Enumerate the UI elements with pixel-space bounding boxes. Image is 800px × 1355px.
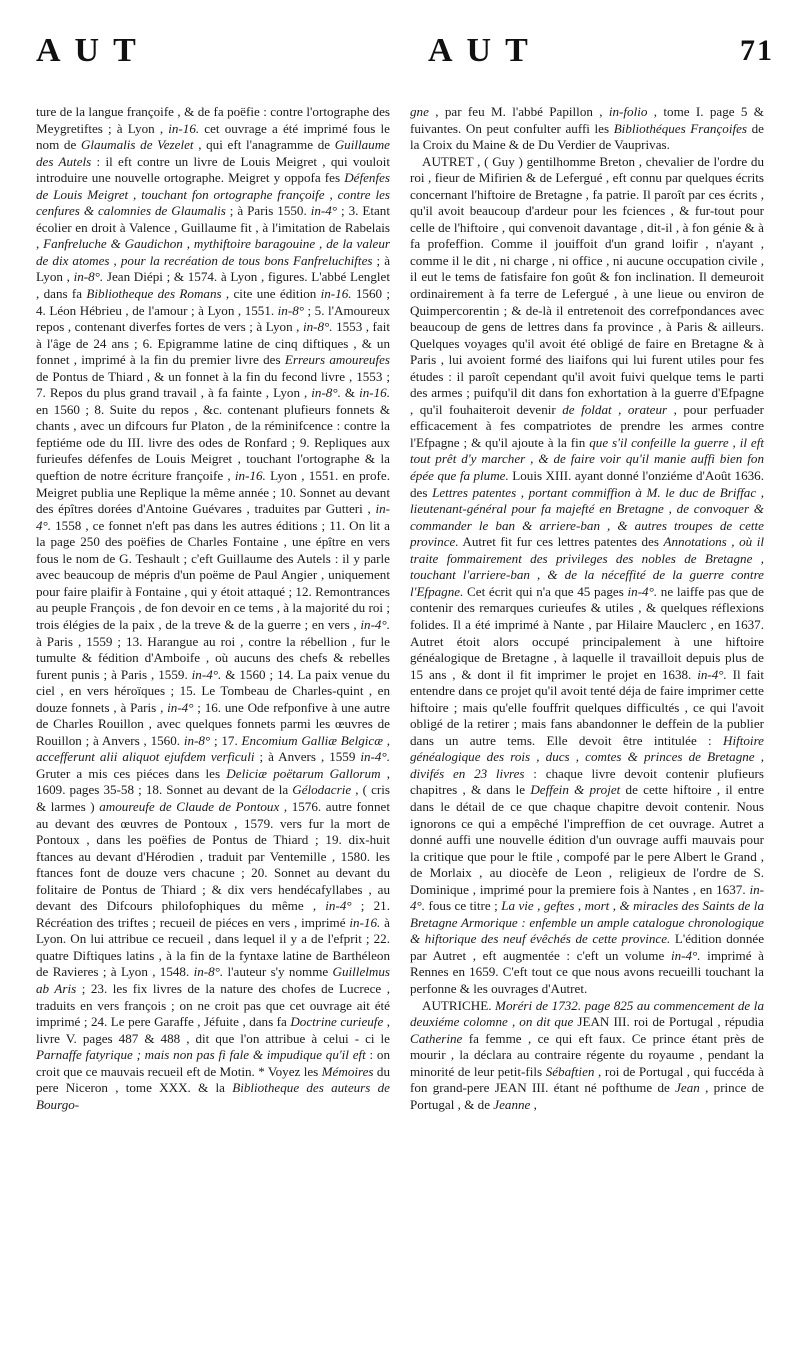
italic-run: in-4°. <box>670 947 701 963</box>
text-run: Gruter a mis ces piéces dans les <box>36 765 227 781</box>
text-run: de cette hiftoire , il entre dans le détail de ce que chaque chapitre devoit contenir. Nous ignorons ce qui a empêché l'impreffion de cet ouvrage. Autret a donné auffi une nouvelle édition d'un ouvrage auffi mauvais pour la critique que pour le ftile , compofé par le pere Albert le Grand , de Morlaix , au diocèfe de Leon , religieux de l'ordre de S. Dominique , imprimé pour la premiere fois à Nantes , en 1637. <box>410 782 765 897</box>
text-run: L'édition donnée par Autret , eft augmentée : c'eft un volume <box>410 931 764 963</box>
text-run: ture de la langue françoife , & de fa poëfie : contre l'ortographe des Meygretiftes ; à Lyon , <box>36 104 390 136</box>
text-run: : on croit que ce mauvais recueil eft de Motin. * Voyez les <box>36 1047 390 1079</box>
italic-run: Lettres patentes , portant commiffion à M. le duc de Briffac , lieutenant-général pour fa majefté en Bretagne , de convoquer & commander le ban & arriere-ban , & autres troupes de cette province. <box>410 484 765 550</box>
text-run: 1553 , fait à l'âge de 24 ans ; 6. Epigramme latine de cinq diftiques , & un fonnet , imprimé à la fin du premier livre des <box>36 319 391 368</box>
text-run: imprimé à Rennes en 1659. C'eft tout ce que nous avons recueilli touchant la perfonne & les ouvrages d'Autret. <box>410 947 764 996</box>
text-run: , 1609. pages 35-58 ; 18. Sonnet au devant de la <box>36 765 391 798</box>
italic-run: in-8°. <box>311 385 341 401</box>
running-head-left: AUT <box>36 32 150 69</box>
italic-run: que s'il confeille la guerre , il eft tout prêt d'y marcher , & de faire voir qu'il manie auffi bien fon épée que fa plume. <box>410 434 764 484</box>
italic-run: in-16. <box>349 914 381 930</box>
text-run: , roi de Portugal , qui fuccéda à fon grand-pere JEAN III. étant né pofthume de <box>410 1063 764 1096</box>
text-run: ; à Anvers , 1559 <box>254 749 361 765</box>
entry-autret <box>410 154 764 998</box>
italic-run: in-4°. <box>191 666 222 682</box>
italic-run: Erreurs amoureufes <box>284 352 390 368</box>
italic-run: Parnaffe fatyrique ; mais non pas fi fale & impudique qu'il eft <box>36 1047 366 1063</box>
text-run: ; 23. les fix livres de la nature des chofes de Lucrece , traduits en vers françois ; on ne croit pas que cet ouvrage ait été imprimé ; 24. Le pere Garaffe , Jéfuite , dans fa <box>36 980 390 1030</box>
text-run: , pour perfuader efficacement à fes compatriotes de prendre les armes contre l'Efpagne ; & qu'il ajoute à la fin <box>410 401 764 450</box>
italic-run: Annotations , où il traite fommairement des privileges des nobles de Bretagne , touchant l'arriere-ban , & de la néceffité de la guerre contre l'Efpagne. <box>410 534 764 599</box>
italic-run: La vie , geftes , mort , & miracles des Saints de la Bretagne Armorique : enfemble un ample catalogue chronologique & hiftorique des neuf évêchés de cette province. <box>410 898 764 947</box>
entry-autels-continued <box>36 104 390 1113</box>
italic-run: Jeanne <box>493 1096 531 1112</box>
text-run: & 1560 ; 14. La paix venue du ciel , en vers héroïques ; 15. Le Tombeau de Charles-quint , en douze fonnets , à Paris , <box>36 666 390 715</box>
italic-run: in-16. <box>234 468 266 484</box>
italic-run: de foldat , orateur <box>562 401 668 417</box>
italic-run: Doctrine curieufe <box>290 1014 384 1030</box>
text-run: en 1560 ; 8. Suite du repos , &c. contenant plufieurs fonnets & chants , avec un difcours fur Platon , de la réminifcence : contre la feptiéme ode du III. livre des odes de Ronfard ; 9. Repliques aux furieufes défenfes de Louis Meigret , touchant l'ortographe & la queftion de notre écriture françoife , <box>36 401 390 484</box>
text-run: ne laiffe pas que de contenir des remarques curieufes & utiles , & quelques réflexions folides. Il a été imprimé à Nante , par Hilaire Mauclerc , en 1637. Autret étoit alors occupé principalement à une hiftoire généalogique de Bretagne , à laquelle il travailloit depuis plus de 15 ans , & dont il fit imprimer le projet en 1638. <box>410 583 764 682</box>
italic-run: Catherine <box>410 1030 463 1046</box>
italic-run: Fanfreluche & Gaudichon , mythiftoire baragouine , de la valeur de dix atomes , pour la recréation de tous bons Fanfreluchiftes <box>36 236 390 268</box>
text-run: Il fait entendre dans ce projet qu'il avoit tenté déja de faire imprimer cette hiftoire ; mais qu'elle fouffrit quelques difficultés , ce qui l'avoit obligé de la retirer ; mais fans abandonner le deffein de la publier dans un autre tems. Elle devoit être intitulée : <box>410 666 765 748</box>
italic-run: in-8° <box>183 732 211 748</box>
italic-run: amoureufe de Claude de Pontoux <box>99 798 280 814</box>
text-run: AUTRICHE. <box>422 997 496 1013</box>
italic-run: in-4° <box>310 203 338 219</box>
text-run: ; 17. <box>210 732 242 748</box>
text-run: ; 21. Récréation des triftes ; recueil de piéces en vers , imprimé <box>36 898 390 930</box>
text-run: ; à Paris 1550. <box>225 203 311 219</box>
text-run: 1560 ; 4. Léon Hébrieu , de l'amour ; à Lyon , 1551. <box>36 286 391 318</box>
italic-run: in-4° <box>325 898 352 914</box>
italic-run: in-8° <box>277 302 305 318</box>
text-run: , tome I. page 5 & fuivantes. On peut confulter auffi les <box>410 104 764 136</box>
italic-run: Deliciæ poëtarum Gallorum <box>226 765 381 781</box>
text-run: l'auteur s'y nomme <box>223 964 333 980</box>
text-run: & <box>340 385 360 401</box>
right-column <box>410 104 764 1113</box>
running-head-right: AUT <box>428 32 542 69</box>
italic-run: Mémoires <box>321 1063 374 1079</box>
text-run: Cet écrit qui n'a que 45 pages <box>463 583 628 599</box>
text-run: 1558 , ce fonnet n'eft pas dans les autres éditions ; 11. On lit a la page 250 des poëfies de Charles Fontaine , une épître en vers fous le nom de G. Teshault ; c'eft Guillaume des Autels : il y parle avec beaucoup de mépris d'un poëme de Paul Angier , uniquement pour faire plaifir à Fontaine , qui y étoit attaqué ; 12. Remontrances au peuple François , de fon devoir en ce tems , à la majorité du roi ; trois élégies de la paix , de la treve & de la guerre ; en vers , <box>36 517 390 632</box>
text-run: , cite une édition <box>221 286 321 302</box>
text-run: : chaque livre devoit contenir plufieurs chapitres , & dans le <box>410 765 764 798</box>
text-run: ; à Lyon , <box>36 252 391 285</box>
text-run: , livre V. pages 487 & 488 , dit que l'on attribue à celui - ci le <box>36 1014 391 1046</box>
text-run: , par feu M. l'abbé Papillon , <box>428 104 609 119</box>
italic-run: in-4°. <box>627 583 658 599</box>
italic-run: in-4° <box>167 699 194 715</box>
text-run: Lyon , 1551. en profe. Meigret publia une Replique la même année ; 10. Sonnet au devant des épîtres dorées d'Antoine Guévares , traduites par Gutteri , <box>36 468 390 517</box>
text-run: JEAN III. roi de Portugal , répudia <box>573 1014 764 1030</box>
italic-run: Hiftoire généalogique des rois , ducs , comtes & princes de Bretagne , divifés en 23 livres <box>410 732 764 781</box>
text-run: fa femme , ce qui eft faux. Ce prince étant près de mourir , la déclara au contraire régente du royaume , pendant la minorité de leur petit-fils <box>410 1030 764 1079</box>
text-run: du pere Niceron , tome XXX. & la <box>36 1063 390 1096</box>
text-run: , <box>530 1096 537 1112</box>
italic-run: Guillelmus ab Aris <box>36 964 390 996</box>
left-column <box>36 104 390 1113</box>
text-run: de Pontus de Thiard , & un fonnet à la fin du fecond livre , 1553 ; 7. Repos du plus grand travail , à fa fainte , Lyon , <box>36 368 390 401</box>
text-run: Autret fit fur ces lettres patentes des <box>458 534 664 550</box>
text-run: AUTRET , ( Guy ) gentilhomme Breton , chevalier de l'ordre du roi , fieur de Mifirien & de Lefergué , eft connu par quelques écrits concernant l'hiftoire de Bretagne , fa patrie. Il paroît par ces écrits , qu'il avoit beaucoup d'ardeur pour les fciences , & fur-tout pour celle de l'hiftoire , qui convenoit davantage , dit-il , à fon génie & à fa profeffion. Comme il jouiffoit d'un grand loifir , n'ayant , comme il le dit , ni charge , ni office , ni aucune occupation civile , il eut le tems de fatisfaire fon goût & fon inclination. Il demeuroit ordinairement à fa terre de Lefergué , à une lieue ou environ de Quimpercorentin ; & de-là il entretenoit des correfpondances avec beaucoup de gens de lettres dans fa province , à Paris & ailleurs. Quelques voyages qu'il avoit été obligé de faire en Bretagne & à Paris , lui avoient formé des liaifons qui lui furent utiles pour fes études : il paroît cependant qu'il avoit fuivi quelque tems le parti des armes ; puifqu'il dit dans fon exhortation à la guerre d'Efpagne , qu'il fouhaiteroit devenir <box>410 153 764 417</box>
entry-autels-end <box>410 104 764 154</box>
text-run: ; 5. l'Amoureux repos , contenant diverfes fortes de vers ; à Lyon , <box>36 302 390 335</box>
text-run: , 1576. autre fonnet au devant des œuvres de Pontoux , 1579. vers fur la mort de Pontoux , dans les poëfies de Pontus de Thiard ; 19. dix-huit ftances au devant d'Hérodien , traduit par Ventemille , 1580. les ftances font de douze vers chacune ; 20. Sonnet au devant du folitaire de Pontus de Thiard ; & dix vers hendécafyllabes , au devant des Difcours philofophiques du même , <box>36 798 390 914</box>
text-run: de la Croix du Maine & de Du Verdier de Vauprivas. <box>410 120 764 153</box>
text-run: à Paris , 1559 ; 13. Harangue au roi , contre la rébellion , fur le tumulte & fédition d'Amboife , où aucuns des chefs & rebelles furent punis ; à Paris , 1559. <box>36 633 390 682</box>
italic-run: in-4°. <box>36 501 390 533</box>
text-run: Louis XIII. ayant donné l'onziéme d'Août 1636. des <box>410 468 764 500</box>
italic-run: Deffein & projet <box>530 782 621 798</box>
entry-autriche <box>410 998 764 1114</box>
italic-run: Glaumalis de Vezelet <box>80 137 194 153</box>
text-run: à Lyon. On lui attribue ce recueil , dans lequel il y a de l'efprit ; 22. quatre Diftiques latins , à la fin de la fyntaxe latine de Barthéleon de Ravieres ; à Lyon , 1548. <box>36 914 390 980</box>
italic-run: Encomium Galliæ Belgicæ , accefferunt alii aliquot ejufdem verficuli <box>36 732 391 765</box>
text-run: , qui eft l'anagramme de <box>193 137 335 153</box>
italic-run: gne <box>410 104 429 119</box>
text-run: ; 16. une Ode refponfive à une autre de Charles Rouillon , avec quelques fonnets parmi les œuvres de Rouillon ; à Anvers , 1560. <box>36 699 390 748</box>
italic-run: Gélodacrie <box>292 782 352 798</box>
text-run: : il eft contre un livre de Louis Meigret , qui vouloit introduire une nouvelle ortographe. Meigret y oppofa fes <box>36 153 390 186</box>
italic-run: in-16. <box>320 286 352 302</box>
italic-run: Sébaftien <box>545 1063 595 1079</box>
italic-run: Bibliotheque des auteurs de Bourgo- <box>36 1080 390 1112</box>
italic-run: in-8°. <box>193 964 224 980</box>
page-number: 71 <box>740 34 774 67</box>
italic-run: in-8°. <box>73 269 104 285</box>
italic-run: in-4°. <box>360 616 390 632</box>
text-run: Jean Diépi ; & 1574. à Lyon , figures. L'abbé Lenglet , dans fa <box>36 269 390 302</box>
text-run: , prince de Portugal , & de <box>410 1080 764 1112</box>
italic-run: in-4°. <box>410 881 764 914</box>
text-run: fous ce titre ; <box>425 898 502 914</box>
italic-run: Jean <box>675 1080 700 1096</box>
italic-run: Moréri de 1732. page 825 au commencement de la deuxiéme colomne , on dit que <box>410 997 764 1030</box>
text-run: , ( cris & larmes ) <box>36 782 390 814</box>
italic-run: in-8°. <box>302 319 333 335</box>
italic-run: Bibliotheque des Romans <box>86 286 222 302</box>
italic-run: Guillaume des Autels <box>36 137 390 169</box>
italic-run: in-16. <box>168 120 200 136</box>
italic-run: Bibliothéques Françoifes <box>613 120 748 136</box>
italic-run: in-4°. <box>697 666 727 682</box>
text-run: ; 3. Etant écolier en droit à Valence , Guillaume fit , à l'imitation de Rabelais , <box>36 203 390 252</box>
text-run: cet ouvrage a été imprimé fous le nom de <box>36 120 390 153</box>
italic-run: Défenfes de Louis Meigret , touchant fon ortographe françoife , contre les cenfures & calomnies de Glaumalis <box>36 170 390 219</box>
italic-run: in-16. <box>359 385 390 401</box>
italic-run: in-folio <box>608 104 648 119</box>
italic-run: in-4°. <box>360 749 390 765</box>
